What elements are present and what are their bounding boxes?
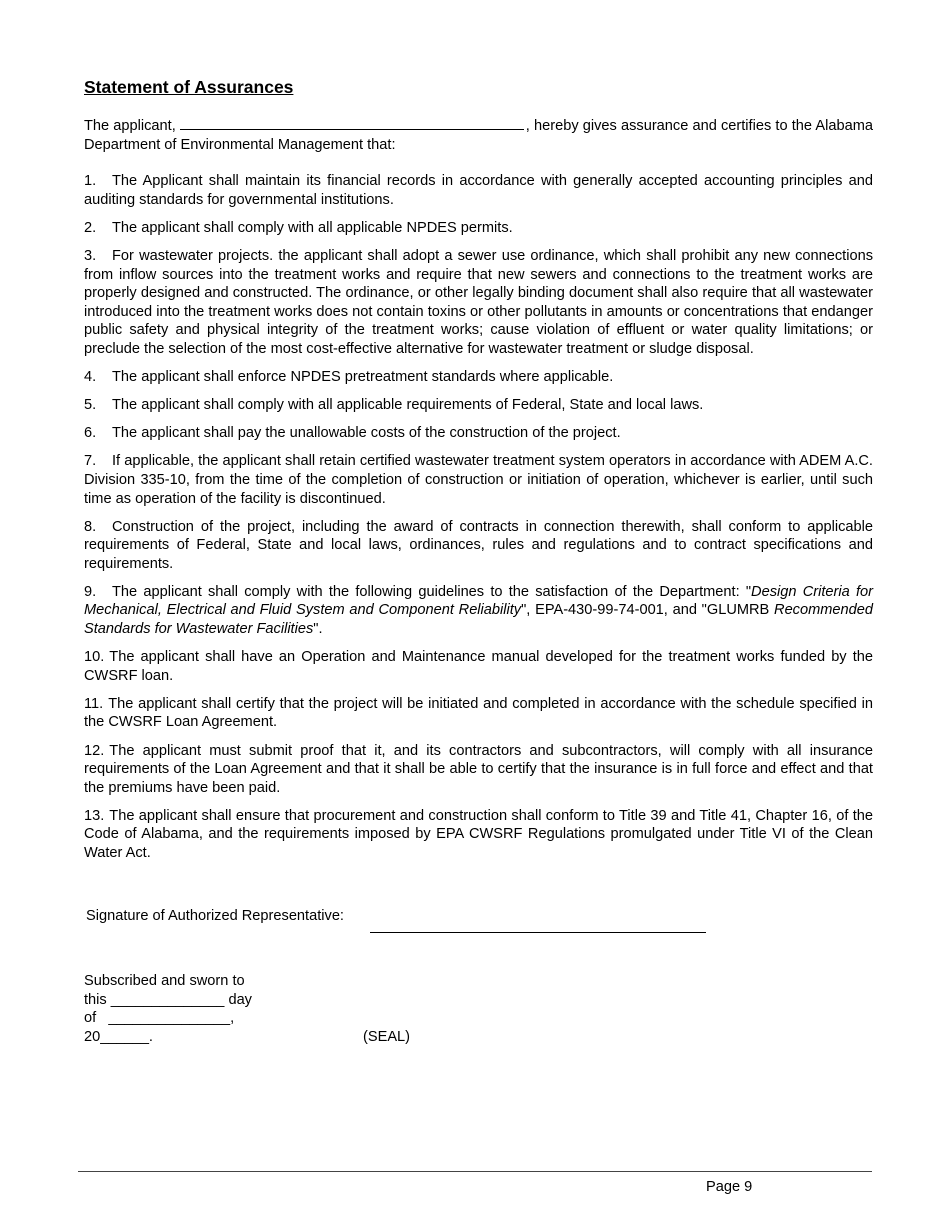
assurance-item-2: [84, 219, 873, 238]
item-number: 13.: [84, 807, 105, 824]
assurance-item-10: [84, 648, 873, 685]
item-text-part-b: ", EPA-430-99-74-001, and "GLUMRB: [521, 602, 775, 619]
page-number: Page 9: [706, 1179, 753, 1195]
item-text: If applicable, the applicant shall retain certified wastewater treatment system operators in accordance with ADEM A.C. Division 335-10, from the time of the completion of construction or initiation of operation, whichever is earlier, until such time as operation of the facility is discontinued.: [84, 453, 873, 507]
assurance-item-12: [84, 742, 873, 798]
item-text: The applicant shall certify that the project will be initiated and completed in accordance with the schedule specified in the CWSRF Loan Agreement.: [84, 695, 873, 731]
assurance-item-4: [84, 368, 873, 387]
guideline-title-recommended-standards: Recommended Standards for Wastewater Facilities: [84, 602, 873, 638]
item-text: The applicant shall ensure that procurement and construction shall conform to Title 39 and Title 41, Chapter 16, of the Code of Alabama, and the requirements imposed by EPA CWSRF Regulations promulgated under Title VI of the Clean Water Act.: [84, 807, 873, 861]
item-number: 6.: [84, 425, 97, 442]
item-number: 1.: [84, 173, 97, 190]
item-text: The applicant shall enforce NPDES pretreatment standards where applicable.: [112, 369, 614, 386]
signature-label: Signature of Authorized Representative:: [86, 908, 344, 924]
signature-line[interactable]: [370, 932, 706, 933]
item-number: 11.: [84, 695, 104, 712]
assurance-item-11: [84, 695, 873, 732]
item-number: 5.: [84, 397, 97, 414]
item-text: For wastewater projects. the applicant shall adopt a sewer use ordinance, which shall prohibit any new connections from inflow sources into the treatment works and require that new sewers and connections to the treatment works are properly designed and constructed. The ordinance, or other legally binding document shall also require that all wastewater introduced into the treatment works does not contain toxins or other pollutants in amounts or concentrations that endanger public safety and physical integrity of the treatment works; cause violation of effluent or water quality limitations; or preclude the selection of the most cost-effective alternative for wastewater treatment or sludge disposal.: [84, 247, 873, 357]
item-number: 12.: [84, 742, 105, 759]
sworn-line-day[interactable]: this ______________ day: [84, 991, 252, 1008]
page-title: Statement of Assurances: [84, 77, 294, 97]
item-text: The applicant shall comply with all applicable requirements of Federal, State and local laws.: [112, 397, 704, 414]
assurance-item-3: [84, 247, 873, 359]
item-text: The applicant shall pay the unallowable costs of the construction of the project.: [112, 425, 621, 442]
notary-sworn-block: [84, 972, 252, 1046]
assurance-item-8: [84, 518, 873, 574]
intro-paragraph: [84, 116, 873, 154]
item-text: The applicant must submit proof that it, and its contractors and subcontractors, will comply with all insurance requirements of the Loan Agreement and that it shall be able to certify that the insurance is in full force and effect and that the premiums have been paid.: [84, 742, 873, 796]
item-number: 2.: [84, 219, 97, 236]
item-text: Construction of the project, including the award of contracts in connection therewith, shall conform to applicable requirements of Federal, State and local laws, ordinances, rules and regulations and to contract specifications and requirements.: [84, 518, 873, 572]
assurance-item-7: [84, 452, 873, 508]
assurance-item-1: [84, 172, 873, 209]
item-text: The applicant shall have an Operation and Maintenance manual developed for the treatment works funded by the CWSRF loan.: [84, 649, 873, 684]
item-number: 3.: [84, 247, 97, 264]
item-number: 9.: [84, 583, 97, 600]
assurance-item-9: [84, 583, 873, 639]
item-text-part-c: ".: [313, 621, 323, 638]
sworn-line-1: Subscribed and sworn to: [84, 973, 245, 989]
item-number: 8.: [84, 518, 97, 535]
assurance-item-5: [84, 396, 873, 415]
item-text: The applicant shall comply with all applicable NPDES permits.: [112, 219, 513, 236]
item-number: 10.: [84, 649, 105, 666]
footer-divider: [78, 1171, 872, 1172]
item-number: 7.: [84, 453, 97, 470]
document-body: [84, 116, 873, 872]
item-text-part-a: The applicant shall comply with the following guidelines to the satisfaction of the Department: ": [112, 583, 752, 600]
assurance-item-13: [84, 807, 873, 863]
item-text: The Applicant shall maintain its financial records in accordance with generally accepted accounting principles and auditing standards for governmental institutions.: [84, 173, 873, 208]
guideline-title-design-criteria: Design Criteria for Mechanical, Electrical and Fluid System and Component Reliability: [84, 583, 873, 619]
item-number: 4.: [84, 369, 97, 386]
sworn-line-year[interactable]: 20______.: [84, 1028, 153, 1045]
assurance-item-6: [84, 424, 873, 443]
intro-after-blank: , hereby gives assurance and certifies to the Alabama Department of Environmental Management that:: [84, 118, 873, 153]
applicant-name-blank[interactable]: [180, 116, 524, 130]
intro-before-blank: The applicant,: [84, 118, 176, 134]
sworn-line-month[interactable]: of _______________,: [84, 1010, 235, 1027]
seal-label: (SEAL): [363, 1029, 411, 1045]
